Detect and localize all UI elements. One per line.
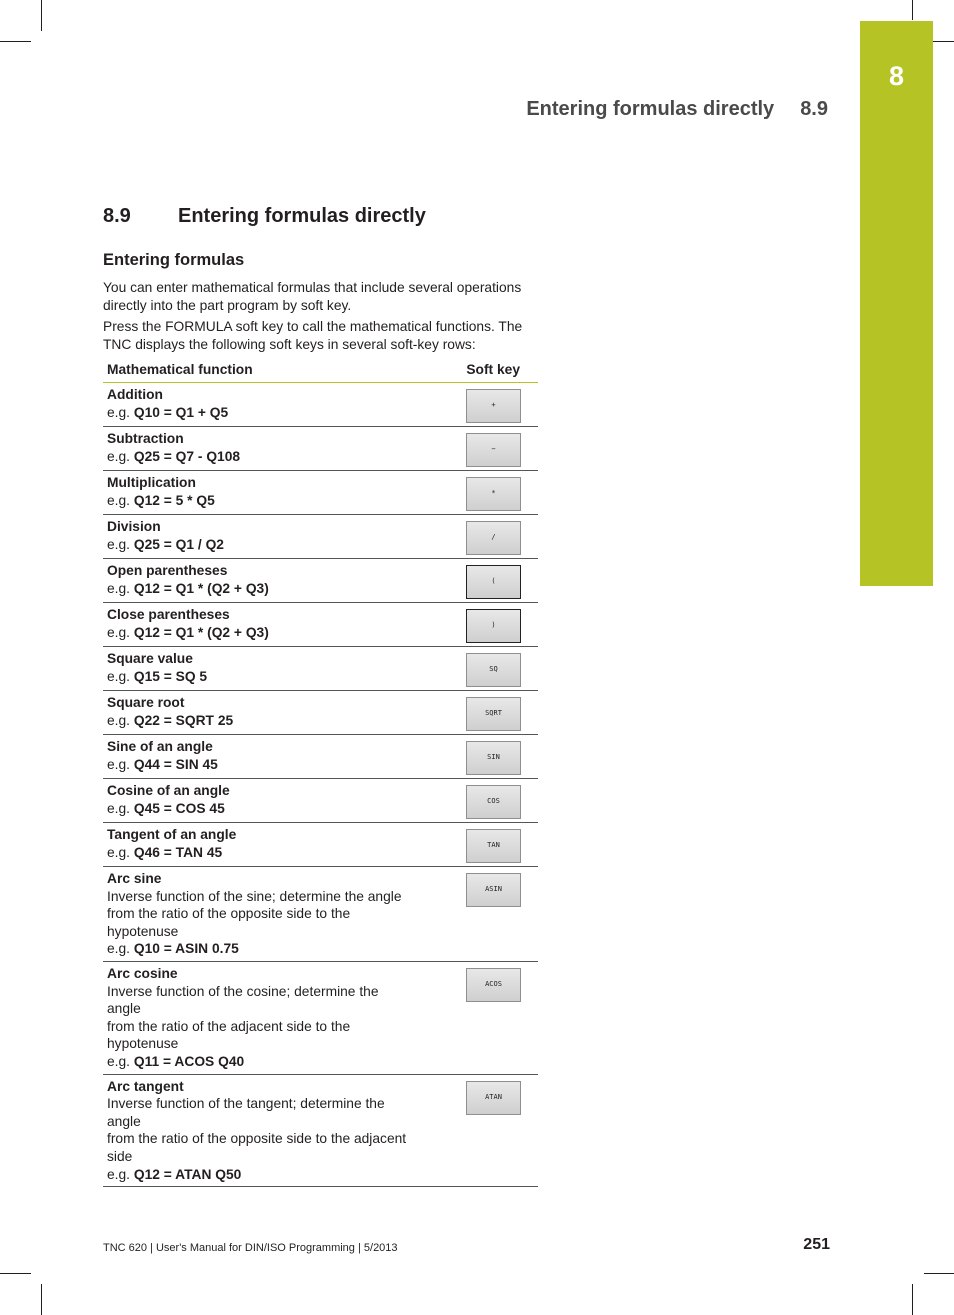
crop-mark [41,1284,42,1315]
softkey-button[interactable]: + [466,389,521,423]
table-row [103,691,538,735]
softkey-button[interactable]: ) [466,609,521,643]
function-cell [103,961,459,1074]
softkey-cell [459,735,538,779]
example-prefix: e.g. [107,1166,131,1182]
function-name: Arc sine [107,871,162,886]
example-prefix: e.g. [107,624,131,640]
page-number: 251 [803,1236,830,1253]
example-prefix: e.g. [107,580,131,596]
softkey-cell [459,559,538,603]
running-head-number: 8.9 [800,98,828,120]
function-cell [103,559,459,603]
header-softkey: Soft key [459,357,538,383]
table-row [103,961,538,1074]
crop-mark [41,0,42,31]
table-row [103,515,538,559]
function-name: Division [107,519,161,534]
function-cell [103,471,459,515]
crop-mark [924,1273,954,1274]
softkey-button[interactable]: ATAN [466,1081,521,1115]
function-cell [103,427,459,471]
example-formula: Q12 = ATAN Q50 [133,1166,242,1182]
crop-mark [912,1284,913,1315]
table-row [103,867,538,962]
table-row [103,383,538,427]
section-title [103,205,426,228]
function-example [107,493,215,508]
function-cell [103,1074,459,1187]
softkey-cell [459,691,538,735]
softkey-button[interactable]: SIN [466,741,521,775]
function-description: Inverse function of the cosine; determine the angle from the ratio of the adjacent side to the hypotenuse [107,983,379,1052]
function-name: Square root [107,695,185,710]
example-formula: Q25 = Q1 / Q2 [133,536,224,552]
example-prefix: e.g. [107,1053,131,1069]
function-example [107,581,269,596]
softkey-button[interactable]: SQRT [466,697,521,731]
running-head-title: Entering formulas directly [526,98,775,120]
function-name: Square value [107,651,193,666]
paragraph-intro: You can enter mathematical formulas that include several operations directly into the part program by soft key. [103,280,522,313]
function-cell [103,779,459,823]
table-row [103,735,538,779]
function-example [107,757,218,772]
function-example [107,941,239,956]
softkey-cell [459,779,538,823]
function-name: Tangent of an angle [107,827,237,842]
table-row [103,471,538,515]
function-example [107,1167,241,1182]
softkey-button[interactable]: TAN [466,829,521,863]
function-name: Arc tangent [107,1078,184,1094]
table-row [103,1074,538,1187]
function-cell [103,647,459,691]
function-name: Addition [107,387,163,402]
footer-text: TNC 620 | User's Manual for DIN/ISO Programming | 5/2013 [103,1242,398,1254]
example-formula: Q12 = Q1 * (Q2 + Q3) [133,624,269,640]
function-cell [103,515,459,559]
example-prefix: e.g. [107,712,131,728]
softkey-cell [459,603,538,647]
header-function: Mathematical function [103,357,459,383]
table-row [103,647,538,691]
softkey-cell [459,647,538,691]
function-example [107,625,269,640]
table-row [103,779,538,823]
example-prefix: e.g. [107,844,131,860]
example-formula: Q46 = TAN 45 [133,844,223,860]
example-formula: Q12 = 5 * Q5 [133,492,215,508]
function-example [107,1054,244,1069]
example-formula: Q10 = Q1 + Q5 [133,404,229,420]
function-example [107,801,225,816]
function-table [103,357,538,1187]
example-formula: Q22 = SQRT 25 [133,712,234,728]
function-cell [103,383,459,427]
example-prefix: e.g. [107,448,131,464]
table-row [103,603,538,647]
function-description: Inverse function of the tangent; determine the angle from the ratio of the opposite side to the adjacent side [107,1096,407,1164]
chapter-tab [860,21,933,586]
function-cell [103,691,459,735]
softkey-cell [459,867,538,962]
softkey-button[interactable]: − [466,433,521,467]
function-name: Multiplication [107,475,196,490]
function-example [107,537,224,552]
function-cell [103,867,459,962]
softkey-cell [459,427,538,471]
crop-mark [912,0,913,20]
running-head [526,98,828,121]
example-prefix: e.g. [107,492,131,508]
function-cell [103,823,459,867]
example-prefix: e.g. [107,756,131,772]
function-example [107,713,233,728]
example-formula: Q10 = ASIN 0.75 [133,941,239,957]
subsection-title: Entering formulas [103,251,245,269]
function-name: Cosine of an angle [107,783,230,798]
example-formula: Q44 = SIN 45 [133,756,218,772]
softkey-button[interactable]: ( [466,565,521,599]
example-prefix: e.g. [107,536,131,552]
softkey-button[interactable]: ACOS [466,968,521,1002]
example-formula: Q11 = ACOS Q40 [133,1053,245,1069]
example-prefix: e.g. [107,941,131,957]
table-row [103,823,538,867]
function-name: Sine of an angle [107,739,213,754]
function-example [107,669,207,684]
softkey-cell [459,961,538,1074]
softkey-cell [459,1074,538,1187]
chapter-number: 8 [888,61,905,91]
function-example [107,845,222,860]
softkey-button[interactable]: COS [466,785,521,819]
crop-mark [0,1273,31,1274]
softkey-button[interactable]: * [466,477,521,511]
softkey-button[interactable]: / [466,521,521,555]
function-name: Close parentheses [107,607,230,622]
function-name: Subtraction [107,431,184,446]
paragraph-formula-key: Press the FORMULA soft key to call the mathematical functions. The TNC displays the following soft keys in several soft-key rows: [103,319,523,352]
function-description: Inverse function of the sine; determine the angle from the ratio of the opposite side to the hypotenuse [107,888,402,939]
softkey-cell [459,823,538,867]
example-formula: Q12 = Q1 * (Q2 + Q3) [133,580,269,596]
softkey-cell [459,383,538,427]
function-name: Open parentheses [107,563,228,578]
example-formula: Q25 = Q7 - Q108 [133,448,241,464]
crop-mark [0,41,31,42]
function-name: Arc cosine [107,965,178,981]
softkey-cell [459,471,538,515]
softkey-button[interactable]: ASIN [466,873,521,907]
example-prefix: e.g. [107,800,131,816]
softkey-cell [459,515,538,559]
table-header-row [103,357,538,383]
function-table-body [103,383,538,1187]
example-prefix: e.g. [107,404,131,420]
example-formula: Q15 = SQ 5 [133,668,208,684]
function-example [107,449,240,464]
example-formula: Q45 = COS 45 [133,800,225,816]
softkey-button[interactable]: SQ [466,653,521,687]
table-row [103,559,538,603]
section-title-text: Entering formulas directly [178,205,426,227]
example-prefix: e.g. [107,668,131,684]
section-number: 8.9 [103,205,131,227]
function-example [107,405,228,420]
table-row [103,427,538,471]
function-cell [103,603,459,647]
function-cell [103,735,459,779]
